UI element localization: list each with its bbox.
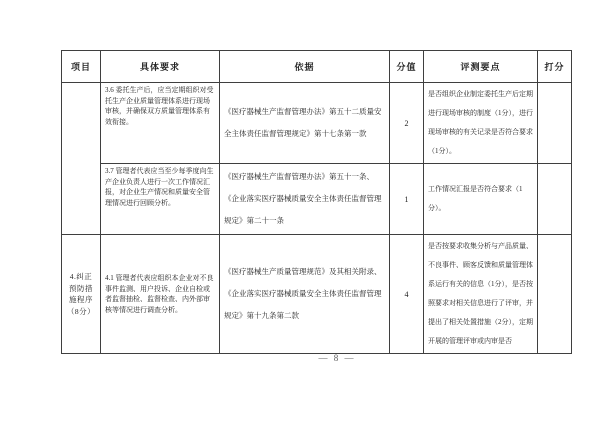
page-number: — 8 —: [318, 353, 356, 363]
header-score: 分值: [390, 51, 424, 83]
cell-basis-3-7: 《医疗器械生产监督管理办法》第五十一条、《企业落实医疗器械质量安全主体责任监督管理规定》第二十一条: [220, 164, 390, 235]
cell-score-3-7: 1: [390, 164, 424, 235]
header-project: 项目: [62, 51, 101, 83]
cell-requirement-4-1: 4.1 管理者代表应组织本企业对不良事件监测、用户投诉、企业自检或者监督抽检、监督检查、内外部审核等情况进行调查分析。: [101, 235, 220, 354]
cell-basis-4-1: 《医疗器械生产质量管理规范》及其相关附录、《企业落实医疗器械质量安全主体责任监督管理规定》第十九条第二款: [220, 235, 390, 354]
cell-requirement-3-6: 3.6 委托生产后，应当定期组织对受托生产企业质量管理体系进行现场审核，并确保双方质量管理体系有效衔接。: [101, 83, 220, 164]
cell-basis-3-6: 《医疗器械生产监督管理办法》第五十二质量安全主体责任监督管理规定》第十七条第一款: [220, 83, 390, 164]
table-row: [62, 235, 572, 354]
cell-requirement-3-7: 3.7 管理者代表应当至少每季度向生产企业负责人进行一次工作情况汇报，对企业生产情况和质量安全管理情况进行回顾分析。: [101, 164, 220, 235]
cell-score-3-6: 2: [390, 83, 424, 164]
cell-mark-3-7: [538, 164, 572, 235]
header-points: 评测要点: [424, 51, 538, 83]
table-header-row: [62, 51, 572, 83]
cell-project-empty: [62, 83, 101, 235]
cell-score-4-1: 4: [390, 235, 424, 354]
evaluation-table: [61, 50, 572, 354]
header-basis: 依据: [220, 51, 390, 83]
cell-points-4-1: 是否按要求收集分析与产品质量、不良事件、顾客反馈和质量管理体系运行有关的信息（1分），是否按照要求对相关信息进行了评审，并提出了相关处置措施（2分），定期开展的管理评审或内审是否: [424, 235, 538, 354]
table-row: [62, 83, 572, 164]
cell-mark-3-6: [538, 83, 572, 164]
header-requirement: 具体要求: [101, 51, 220, 83]
table-row: [62, 164, 572, 235]
header-mark: 打分: [538, 51, 572, 83]
cell-points-3-6: 是否组织企业制定委托生产后定期进行现场审核的制度（1分），进行现场审核的有关记录是否符合要求（1分）。: [424, 83, 538, 164]
cell-mark-4-1: [538, 235, 572, 354]
cell-project-4: 4.纠正预防措施程序（8分）: [62, 235, 101, 354]
cell-points-3-7: 工作情况汇报是否符合要求（1分）。: [424, 164, 538, 235]
